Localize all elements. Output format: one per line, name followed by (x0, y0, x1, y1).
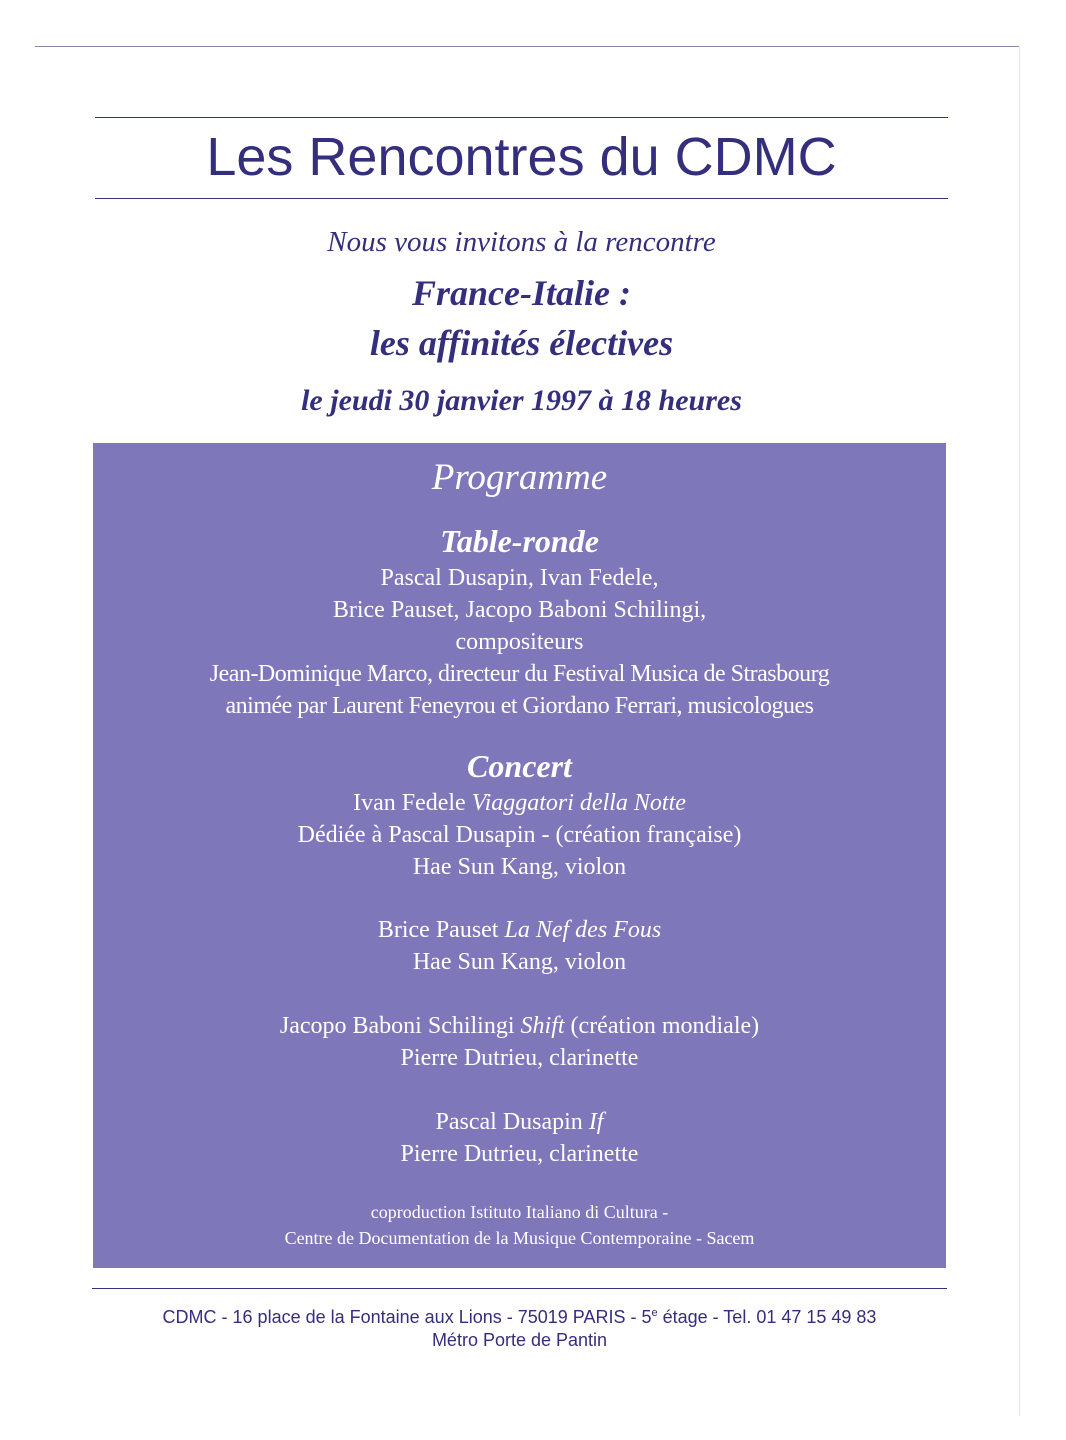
footer-rule (92, 1288, 947, 1289)
concert-note: (création mondiale) (570, 1013, 760, 1039)
concert-performer: Pierre Dutrieu, clarinette (400, 1045, 639, 1071)
footer-address-sup: e (651, 1307, 658, 1319)
table-ronde-line: animée par Laurent Feneyrou et Giordano Ferrari, musicologues (225, 693, 814, 719)
event-date: le jeudi 30 janvier 1997 à 18 heures (301, 384, 742, 417)
concert-work-title: Shift (520, 1013, 565, 1039)
footer-metro: Métro Porte de Pantin (431, 1330, 608, 1350)
concert-work-line (93, 1011, 946, 1041)
footer-address-prefix: CDMC - 16 place de la Fontaine aux Lions - 75019 PARIS - 5 (162, 1307, 652, 1327)
concert-performer: Hae Sun Kang, violon (412, 949, 627, 975)
concert-performer: Pierre Dutrieu, clarinette (400, 1141, 639, 1167)
footer-address-suffix: étage - Tel. 01 47 15 49 83 (657, 1307, 877, 1327)
table-ronde-line: Pascal Dusapin, Ivan Fedele, (380, 565, 659, 591)
concert-heading: Concert (467, 748, 572, 784)
programme-panel (93, 443, 946, 1268)
event-title-line2: les affinités électives (369, 323, 674, 363)
coproduction-line1: coproduction Istituto Italiano di Cultura - (370, 1202, 669, 1222)
concert-dedication: Dédiée à Pascal Dusapin - (création française) (297, 822, 742, 848)
table-ronde-line: Brice Pauset, Jacopo Baboni Schilingi, (332, 597, 707, 623)
concert-work-title: La Nef des Fous (504, 917, 662, 943)
concert-work-line (93, 915, 946, 945)
concert-work-line (93, 788, 946, 818)
concert-performer: Hae Sun Kang, violon (412, 854, 627, 880)
table-ronde-line: Jean-Dominique Marco, directeur du Festival Musica de Strasbourg (209, 661, 830, 687)
page-title: Les Rencontres du CDMC (206, 127, 837, 187)
concert-work-title: Viaggatori della Notte (471, 790, 686, 816)
page-top-rule (35, 46, 1020, 47)
concert-composer: Jacopo Baboni Schilingi (279, 1013, 515, 1039)
page-right-edge (1019, 46, 1020, 1416)
title-rule-bottom (95, 198, 948, 199)
concert-work-line (93, 1107, 946, 1137)
concert-work-title: If (588, 1109, 604, 1135)
coproduction-line2: Centre de Documentation de la Musique Contemporaine - Sacem (284, 1228, 755, 1248)
title-rule-top (95, 117, 948, 118)
invitation-text: Nous vous invitons à la rencontre (327, 226, 716, 258)
footer-address (92, 1307, 947, 1328)
concert-composer: Pascal Dusapin (435, 1109, 583, 1135)
table-ronde-heading: Table-ronde (440, 523, 599, 559)
concert-composer: Brice Pauset (377, 917, 499, 943)
table-ronde-line: compositeurs (455, 629, 584, 655)
concert-composer: Ivan Fedele (353, 790, 466, 816)
programme-heading: Programme (431, 457, 608, 498)
event-title-line1: France-Italie : (412, 273, 631, 313)
